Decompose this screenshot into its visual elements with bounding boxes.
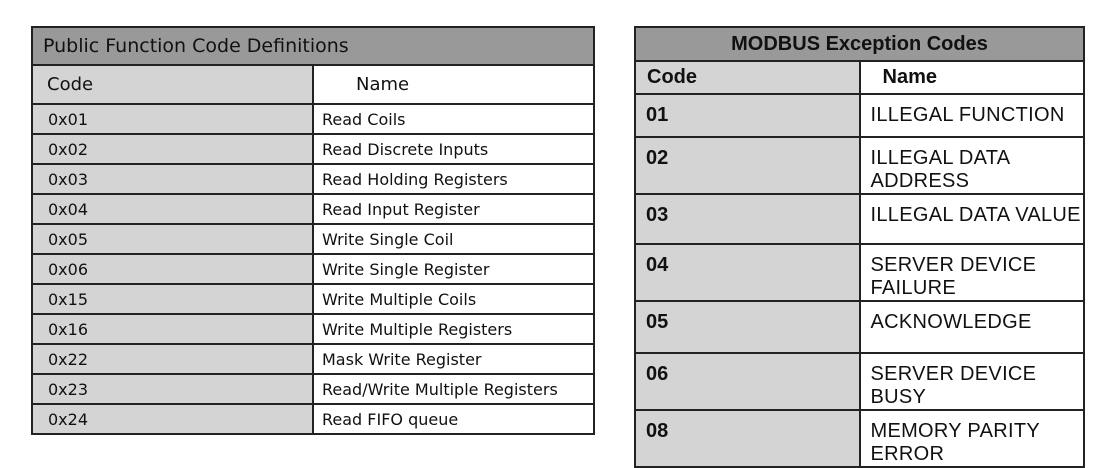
- exception-code-cell: 08: [635, 410, 860, 467]
- function-name-cell: Write Single Coil: [313, 224, 594, 254]
- function-code-table-title: Public Function Code Definitions: [32, 27, 594, 65]
- function-code-cell: 0x15: [32, 284, 313, 314]
- function-name-cell: Read Input Register: [313, 194, 594, 224]
- table-row: [32, 344, 594, 374]
- function-name-cell: Read Discrete Inputs: [313, 134, 594, 164]
- code-column-header: Code: [635, 61, 860, 94]
- table-row: [32, 134, 594, 164]
- exception-code-cell: 03: [635, 194, 860, 244]
- exception-code-cell: 06: [635, 353, 860, 410]
- table-row: [635, 194, 1084, 244]
- function-name-cell: Mask Write Register: [313, 344, 594, 374]
- function-name-cell: Write Multiple Registers: [313, 314, 594, 344]
- function-name-cell: Read/Write Multiple Registers: [313, 374, 594, 404]
- function-name-cell: Read Holding Registers: [313, 164, 594, 194]
- table-row: [32, 164, 594, 194]
- function-code-cell: 0x02: [32, 134, 313, 164]
- table-row: [635, 137, 1084, 194]
- exception-name-cell: SERVER DEVICE FAILURE: [860, 244, 1085, 301]
- function-code-table: [31, 26, 595, 435]
- function-code-cell: 0x06: [32, 254, 313, 284]
- table-row: [32, 284, 594, 314]
- function-code-cell: 0x04: [32, 194, 313, 224]
- table-row: [32, 254, 594, 284]
- function-name-cell: Read FIFO queue: [313, 404, 594, 434]
- function-code-cell: 0x16: [32, 314, 313, 344]
- function-name-cell: Write Single Register: [313, 254, 594, 284]
- function-code-cell: 0x01: [32, 104, 313, 134]
- table-row: [32, 404, 594, 434]
- table-row: [32, 374, 594, 404]
- table-header-row: [635, 61, 1084, 94]
- code-column-header: Code: [32, 65, 313, 104]
- table-row: [635, 94, 1084, 137]
- exception-code-cell: 05: [635, 301, 860, 353]
- exception-name-cell: ILLEGAL DATA ADDRESS: [860, 137, 1085, 194]
- function-code-cell: 0x23: [32, 374, 313, 404]
- exception-code-cell: 02: [635, 137, 860, 194]
- exception-code-cell: 01: [635, 94, 860, 137]
- exception-name-cell: ILLEGAL DATA VALUE: [860, 194, 1085, 244]
- exception-name-cell: ACKNOWLEDGE: [860, 301, 1085, 353]
- table-row: [32, 224, 594, 254]
- table-row: [32, 104, 594, 134]
- table-row: [32, 314, 594, 344]
- exception-name-cell: MEMORY PARITY ERROR: [860, 410, 1085, 467]
- table-row: [635, 410, 1084, 467]
- name-column-header: Name: [860, 61, 1085, 94]
- function-name-cell: Write Multiple Coils: [313, 284, 594, 314]
- exception-name-cell: ILLEGAL FUNCTION: [860, 94, 1085, 137]
- function-code-cell: 0x05: [32, 224, 313, 254]
- table-row: [635, 301, 1084, 353]
- function-code-cell: 0x22: [32, 344, 313, 374]
- function-name-cell: Read Coils: [313, 104, 594, 134]
- table-row: [32, 194, 594, 224]
- exception-code-cell: 04: [635, 244, 860, 301]
- table-row: [635, 353, 1084, 410]
- name-column-header: Name: [313, 65, 594, 104]
- function-code-cell: 0x03: [32, 164, 313, 194]
- exception-name-cell: SERVER DEVICE BUSY: [860, 353, 1085, 410]
- exception-code-table-title: MODBUS Exception Codes: [635, 27, 1084, 61]
- table-header-row: [32, 65, 594, 104]
- table-row: [635, 244, 1084, 301]
- function-code-cell: 0x24: [32, 404, 313, 434]
- exception-code-table: [634, 26, 1085, 468]
